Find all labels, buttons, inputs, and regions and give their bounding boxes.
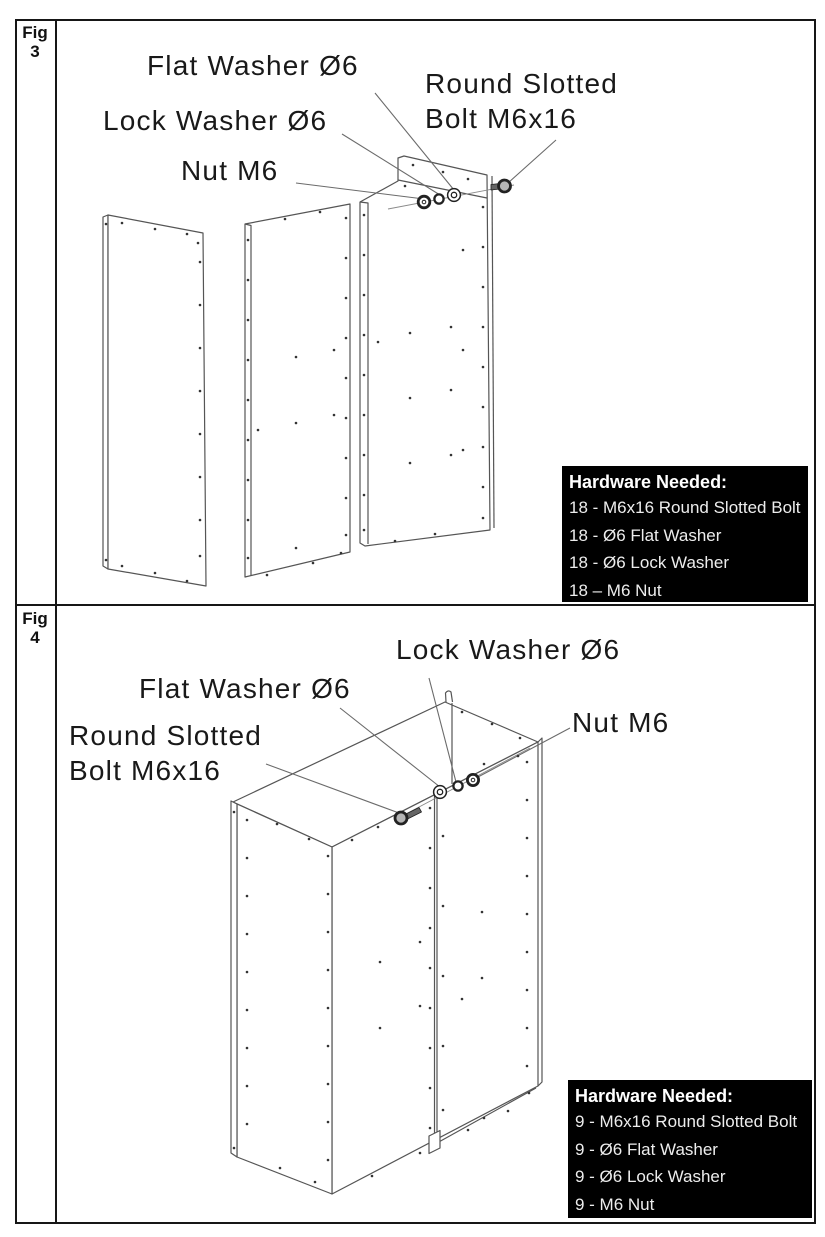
fig3-callout-bolt (425, 66, 618, 136)
fig3-flat-washer-drawing (448, 189, 461, 202)
fig4-nut-drawing (467, 774, 478, 785)
fig4-callout-lock-washer: Lock Washer Ø6 (396, 634, 621, 665)
fig4-hardware-item-lock-washer: 9 - Ø6 Lock Washer (575, 1167, 726, 1186)
fig4-hardware-item-nut: 9 - M6 Nut (575, 1194, 655, 1214)
fig4-label-number: 4 (30, 628, 40, 647)
fig3-middle-panel (245, 204, 350, 577)
fig3-callout-lock-washer: Lock Washer Ø6 (103, 105, 328, 136)
fig4-hardware-title: Hardware Needed: (575, 1086, 734, 1106)
fig3-nut-drawing (418, 196, 430, 208)
fig3-drawing (103, 93, 556, 586)
fig3-left-panel (103, 215, 206, 586)
fig3-hardware-item-flat-washer: 18 - Ø6 Flat Washer (569, 525, 722, 545)
fig3-hardware-item-bolt: 18 - M6x16 Round Slotted Bolt (569, 498, 801, 517)
fig3-hardware-title: Hardware Needed: (569, 472, 728, 492)
fig4-lock-washer-drawing (453, 781, 462, 790)
fig3-callout-bolt-line2: Bolt M6x16 (425, 103, 578, 134)
fig3-hardware-item-nut: 18 – M6 Nut (569, 580, 662, 600)
fig4-drawing (231, 678, 570, 1194)
fig4-flat-washer-drawing (434, 786, 447, 799)
fig3-right-panel (360, 156, 494, 546)
fig4-side-panel (231, 801, 332, 1194)
fig4-hardware-item-bolt: 9 - M6x16 Round Slotted Bolt (575, 1112, 798, 1131)
fig3-callout-nut: Nut M6 (181, 155, 279, 186)
fig4-callout-nut: Nut M6 (572, 707, 670, 738)
fig4-hardware-box (568, 1080, 812, 1218)
fig3-hardware-box (562, 466, 808, 602)
fig4-callout-flat-washer: Flat Washer Ø6 (139, 673, 351, 704)
fig4-callout-bolt-line1: Round Slotted (69, 720, 263, 751)
fig3-callout-bolt-line1: Round Slotted (425, 68, 619, 99)
fig3-label-tag: Fig (22, 23, 48, 42)
fig3-bolt-drawing (491, 180, 511, 192)
fig3-lock-washer-drawing (434, 194, 443, 203)
fig4-callout-bolt-line2: Bolt M6x16 (69, 755, 222, 786)
fig3-callout-flat-washer: Flat Washer Ø6 (147, 50, 359, 81)
fig4-label-tag: Fig (22, 609, 48, 628)
fig4-callout-bolt (69, 718, 262, 788)
fig3-hardware-item-lock-washer: 18 - Ø6 Lock Washer (569, 553, 729, 572)
fig3-label-number: 3 (30, 42, 40, 61)
fig4-hardware-item-flat-washer: 9 - Ø6 Flat Washer (575, 1139, 718, 1159)
